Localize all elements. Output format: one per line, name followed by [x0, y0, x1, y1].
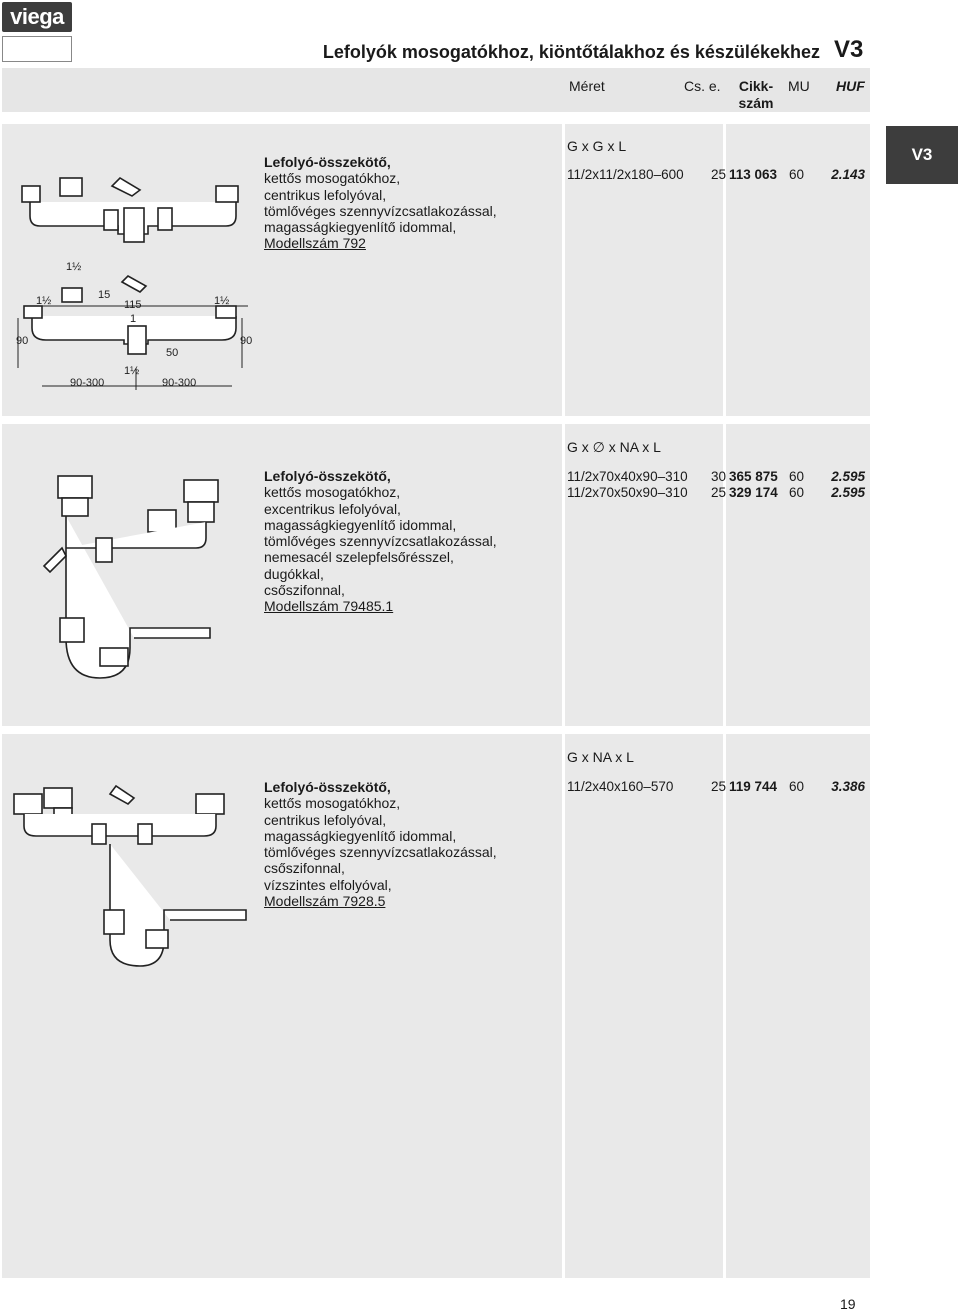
product-model-link[interactable]: Modellszám 79485.1	[264, 598, 394, 615]
product-model-link[interactable]: Modellszám 7928.5	[264, 893, 386, 910]
dims-header-2: G x ∅ x NA x L	[567, 439, 661, 455]
cell-qty: 30	[710, 469, 726, 484]
cell-article: 119 744	[729, 779, 778, 794]
column-header-size: Méret	[569, 78, 605, 94]
cell-mu: 60	[789, 469, 805, 484]
dim-label: 90	[16, 335, 29, 347]
viega-logo: viega	[2, 2, 72, 32]
dim-label: 1½	[36, 295, 52, 307]
product-feature: kettős mosogatókhoz,	[264, 170, 401, 187]
cell-size: 11/2x70x50x90–310	[567, 485, 688, 500]
cell-price: 3.386	[831, 779, 865, 794]
table-row	[567, 167, 867, 183]
cell-qty: 25	[710, 167, 726, 182]
dim-label: 1½	[214, 295, 230, 307]
product-description-2	[264, 468, 564, 615]
cell-size: 11/2x11/2x180–600	[567, 167, 684, 182]
product-feature: tömlővéges szennyvízcsatlakozással,	[264, 533, 497, 550]
cell-mu: 60	[789, 167, 805, 182]
dims-header-3: G x NA x L	[567, 749, 634, 765]
dim-label: 90	[240, 335, 253, 347]
table-row	[567, 485, 867, 501]
cell-size: 11/2x40x160–570	[567, 779, 674, 794]
product-feature: magasságkiegyenlítő idommal,	[264, 516, 457, 533]
page-number: 19	[840, 1296, 856, 1312]
product-feature: nemesacél szelepfelsőrésszel,	[264, 549, 454, 566]
product-feature: centrikus lefolyóval,	[264, 186, 387, 203]
product-title: Lefolyó-összekötő,	[264, 779, 391, 795]
product-feature: tömlővéges szennyvízcsatlakozással,	[264, 844, 497, 861]
product-feature: excentrikus lefolyóval,	[264, 500, 401, 517]
column-header-article: Cikk- szám	[738, 78, 774, 111]
cell-mu: 60	[789, 485, 805, 500]
cell-size: 11/2x70x40x90–310	[567, 469, 688, 484]
product-feature: vízszintes elfolyóval,	[264, 876, 392, 893]
dim-label: 15	[98, 289, 111, 301]
product-model-link[interactable]: Modellszám 792	[264, 235, 366, 252]
table-row	[567, 779, 867, 795]
product-feature: magasságkiegyenlítő idommal,	[264, 219, 457, 236]
cell-price: 2.595	[831, 469, 865, 484]
product-feature: kettős mosogatókhoz,	[264, 484, 401, 501]
product-feature: centrikus lefolyóval,	[264, 811, 387, 828]
product-title: Lefolyó-összekötő,	[264, 154, 391, 170]
product-title: Lefolyó-összekötő,	[264, 468, 391, 484]
product-feature: kettős mosogatókhoz,	[264, 795, 401, 812]
cell-mu: 60	[789, 779, 805, 794]
dims-header-1: G x G x L	[567, 138, 627, 154]
cell-qty: 25	[710, 779, 726, 794]
table-row	[567, 469, 867, 485]
dim-label: 50	[166, 347, 179, 359]
product-feature: csőszifonnal,	[264, 582, 345, 599]
section-code: V3	[834, 36, 864, 63]
product-feature: tömlővéges szennyvízcsatlakozással,	[264, 202, 497, 219]
product-description-3	[264, 779, 564, 909]
product-drawing-3	[10, 780, 250, 980]
product-feature: csőszifonnal,	[264, 860, 345, 877]
dim-label: 90-300	[162, 377, 197, 389]
product-feature: dugókkal,	[264, 565, 324, 582]
dim-label: 1	[130, 313, 137, 325]
column-header-price: HUF	[836, 78, 865, 94]
page-title: Lefolyók mosogatókhoz, kiöntőtálakhoz és készülékekhez	[322, 42, 820, 62]
cell-qty: 25	[710, 485, 726, 500]
cell-article: 365 875	[729, 469, 778, 484]
cell-article: 113 063	[729, 167, 778, 182]
dim-label: 1½	[124, 365, 140, 377]
dim-label: 115	[124, 299, 142, 311]
cell-price: 2.595	[831, 485, 865, 500]
dim-label: 1½	[66, 261, 82, 273]
cell-price: 2.143	[831, 167, 865, 182]
cell-article: 329 174	[729, 485, 778, 500]
product-feature: magasságkiegyenlítő idommal,	[264, 827, 457, 844]
product-drawing-1	[8, 168, 258, 398]
product-drawing-2	[30, 468, 230, 698]
column-header-mu: MU	[788, 78, 810, 94]
logo-placeholder-box	[2, 36, 72, 62]
dim-label: 90-300	[70, 377, 105, 389]
product-description-1	[264, 154, 564, 252]
column-header-qty: Cs. e.	[684, 78, 721, 94]
section-tab[interactable]: V3	[886, 126, 958, 184]
